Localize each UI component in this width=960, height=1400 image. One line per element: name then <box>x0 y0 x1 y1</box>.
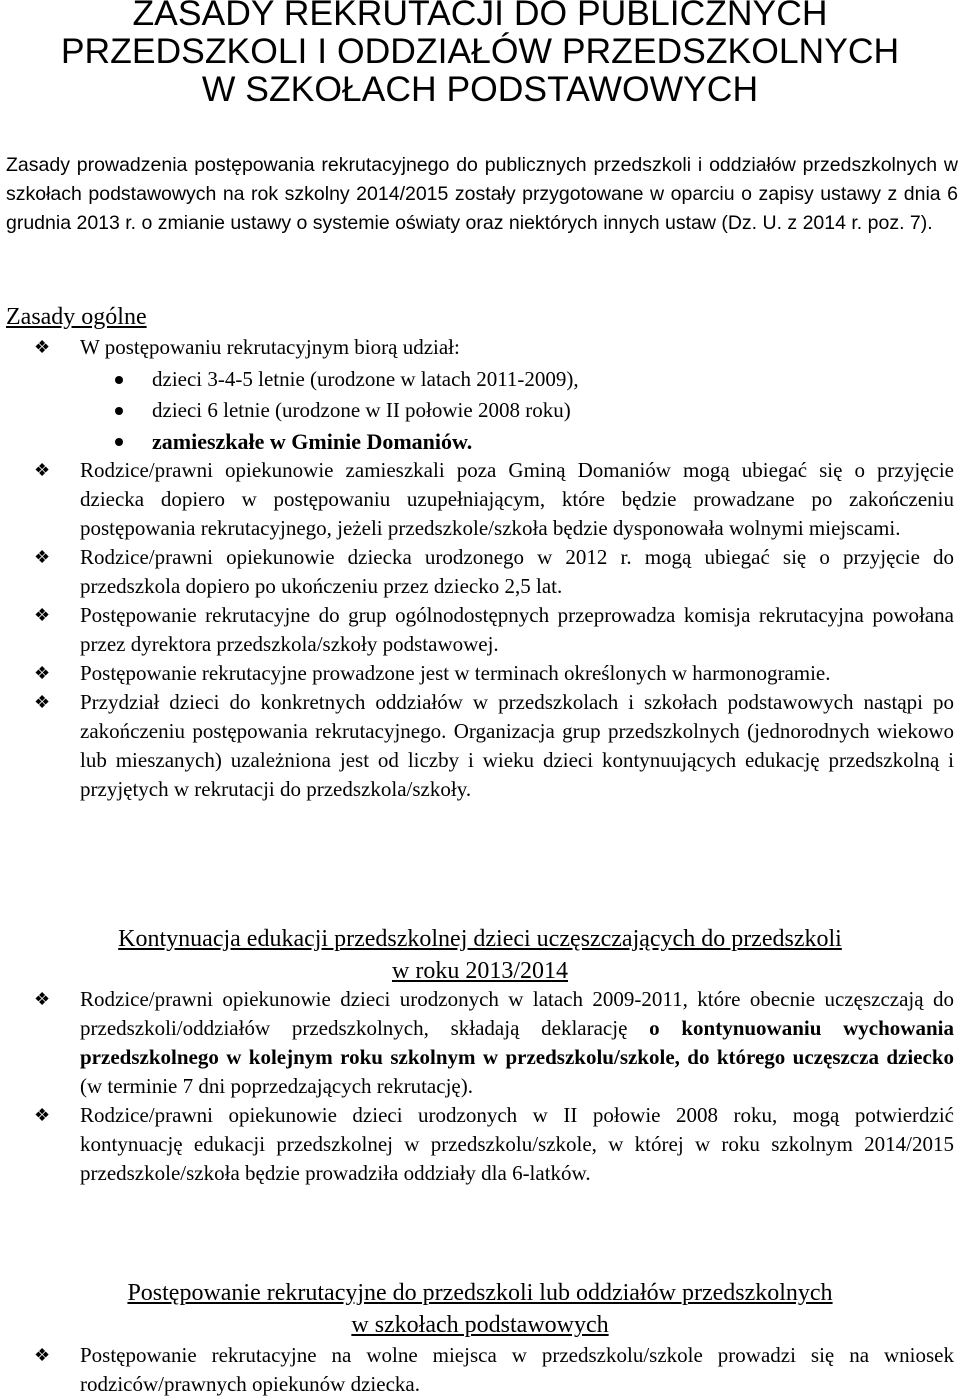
intro-paragraph: Zasady prowadzenia postępowania rekrutacyjnego do publicznych przedszkoli i oddziałów przedszkolnych w szkołach podstawowych na rok szkolny 2014/2015 zostały przygotowane w oparciu o zapisy ustawy z dnia 6 grudnia 2013 r. o zmianie ustawy o systemie oświaty oraz niektórych innych ustaw (Dz. U. z 2014 r. poz. 7). <box>6 154 958 234</box>
diamond-bullet-icon: ❖ <box>34 605 51 625</box>
sub-list-item <box>0 365 960 394</box>
list-item-text: Rodzice/prawni opiekunowie dziecka urodzonego w 2012 r. mogą ubiegać się o przyjęcie do przedszkola dopiero po ukończeniu przez dziecko 2,5 lat. <box>80 545 954 598</box>
list-item-text: Rodzice/prawni opiekunowie dzieci urodzonych w II połowie 2008 roku, mogą potwierdzić kontynuację edukacji przedszkolnej w przedszkolu/szkole, w której w roku szkolnym 2014/2015 przedszkole/szkoła będzie prowadziła oddziały dla 6-latków. <box>80 1103 954 1185</box>
dot-bullet-icon <box>115 376 123 384</box>
title-line-3: W SZKOŁACH PODSTAWOWYCH <box>201 69 759 109</box>
list-item <box>0 985 960 1101</box>
list-item-text-bold: o kontynuowaniu wychowania przedszkolnego w kolejnym roku szkolnym w przedszkolu/szkole, do którego uczęszcza dziecko <box>80 1016 954 1069</box>
list-item <box>0 456 960 543</box>
list-item <box>0 1341 960 1399</box>
continuation-list <box>0 985 960 1188</box>
diamond-bullet-icon: ❖ <box>34 692 51 712</box>
list-item-text: Postępowanie rekrutacyjne na wolne miejsca w przedszkolu/szkole prowadzi się na wniosek rodziców/prawnych opiekunów dziecka. <box>80 1343 954 1396</box>
diamond-bullet-icon: ❖ <box>34 1345 51 1365</box>
list-item-text-regular: (w terminie 7 dni poprzedzających rekrutację). <box>80 1074 473 1098</box>
list-item <box>0 601 960 659</box>
list-item-text <box>80 985 954 1101</box>
list-item-text: Przydział dzieci do konkretnych oddziałów w przedszkolach i szkołach podstawowych nastąpi po zakończeniu postępowania rekrutacyjnego. Organizacja grup przedszkolnych (jednorodnych wiekowo lub mieszanych) uzależniona jest od liczby i wieku dzieci kontynuujących edukację przedszkolną i przyjętych w rekrutacji do przedszkola/szkoły. <box>80 690 954 801</box>
section-heading-continuation <box>0 923 960 987</box>
diamond-bullet-icon: ❖ <box>34 460 51 480</box>
dot-bullet-icon <box>115 438 123 446</box>
list-item <box>0 333 960 362</box>
list-item-text: W postępowaniu rekrutacyjnym biorą udział: <box>80 335 460 359</box>
list-item-text: Rodzice/prawni opiekunowie zamieszkali poza Gminą Domaniów mogą ubiegać się o przyjęcie dziecka dopiero w postępowaniu uzupełniającym, które będzie prowadzane po zakończeniu postępowania rekrutacyjnego, jeżeli przedszkole/szkoła będzie dysponowała wolnymi miejscami. <box>80 458 954 540</box>
section-heading-line-2: w roku 2013/2014 <box>392 958 568 984</box>
document-title <box>0 0 960 108</box>
diamond-bullet-icon: ❖ <box>34 989 51 1009</box>
title-line-2: PRZEDSZKOLI I ODDZIAŁÓW PRZEDSZKOLNYCH <box>60 31 900 71</box>
title-line-1: ZASADY REKRUTACJI DO PUBLICZNYCH <box>132 0 828 33</box>
list-item-text: Postępowanie rekrutacyjne prowadzone jest w terminach określonych w harmonogramie. <box>80 661 831 685</box>
sub-list-item <box>0 396 960 425</box>
diamond-bullet-icon: ❖ <box>34 337 51 357</box>
general-rules-list <box>0 333 960 804</box>
list-item-text: Postępowanie rekrutacyjne do grup ogólnodostępnych przeprowadza komisja rekrutacyjna powołana przez dyrektora przedszkola/szkoły podstawowej. <box>80 603 954 656</box>
sub-list-item-text: dzieci 6 letnie (urodzone w II połowie 2008 roku) <box>152 398 571 422</box>
list-item <box>0 659 960 688</box>
list-item <box>0 688 960 804</box>
sub-list-item <box>0 427 960 456</box>
section-heading-general-rules: Zasady ogólne <box>6 304 147 330</box>
recruitment-list <box>0 1341 960 1399</box>
section-heading-line-1: Kontynuacja edukacji przedszkolnej dzieci uczęszczających do przedszkoli <box>118 926 842 952</box>
diamond-bullet-icon: ❖ <box>34 547 51 567</box>
diamond-bullet-icon: ❖ <box>34 1105 51 1125</box>
section-heading-line-1: Postępowanie rekrutacyjne do przedszkoli lub oddziałów przedszkolnych <box>127 1280 833 1306</box>
diamond-bullet-icon: ❖ <box>34 663 51 683</box>
list-item <box>0 1101 960 1188</box>
sub-list-item-text: zamieszkałe w Gminie Domaniów. <box>152 429 473 454</box>
dot-bullet-icon <box>115 407 123 415</box>
list-item <box>0 543 960 601</box>
sub-list-item-text: dzieci 3-4-5 letnie (urodzone w latach 2011-2009), <box>152 367 579 391</box>
section-heading-line-2: w szkołach podstawowych <box>351 1312 609 1338</box>
list-item-text-regular: Rodzice/prawni opiekunowie dzieci urodzonych w latach 2009-2011, które obecnie uczęszczają do przedszkoli/oddziałów przedszkolnych, składają deklarację <box>80 987 954 1040</box>
section-heading-recruitment <box>0 1277 960 1341</box>
